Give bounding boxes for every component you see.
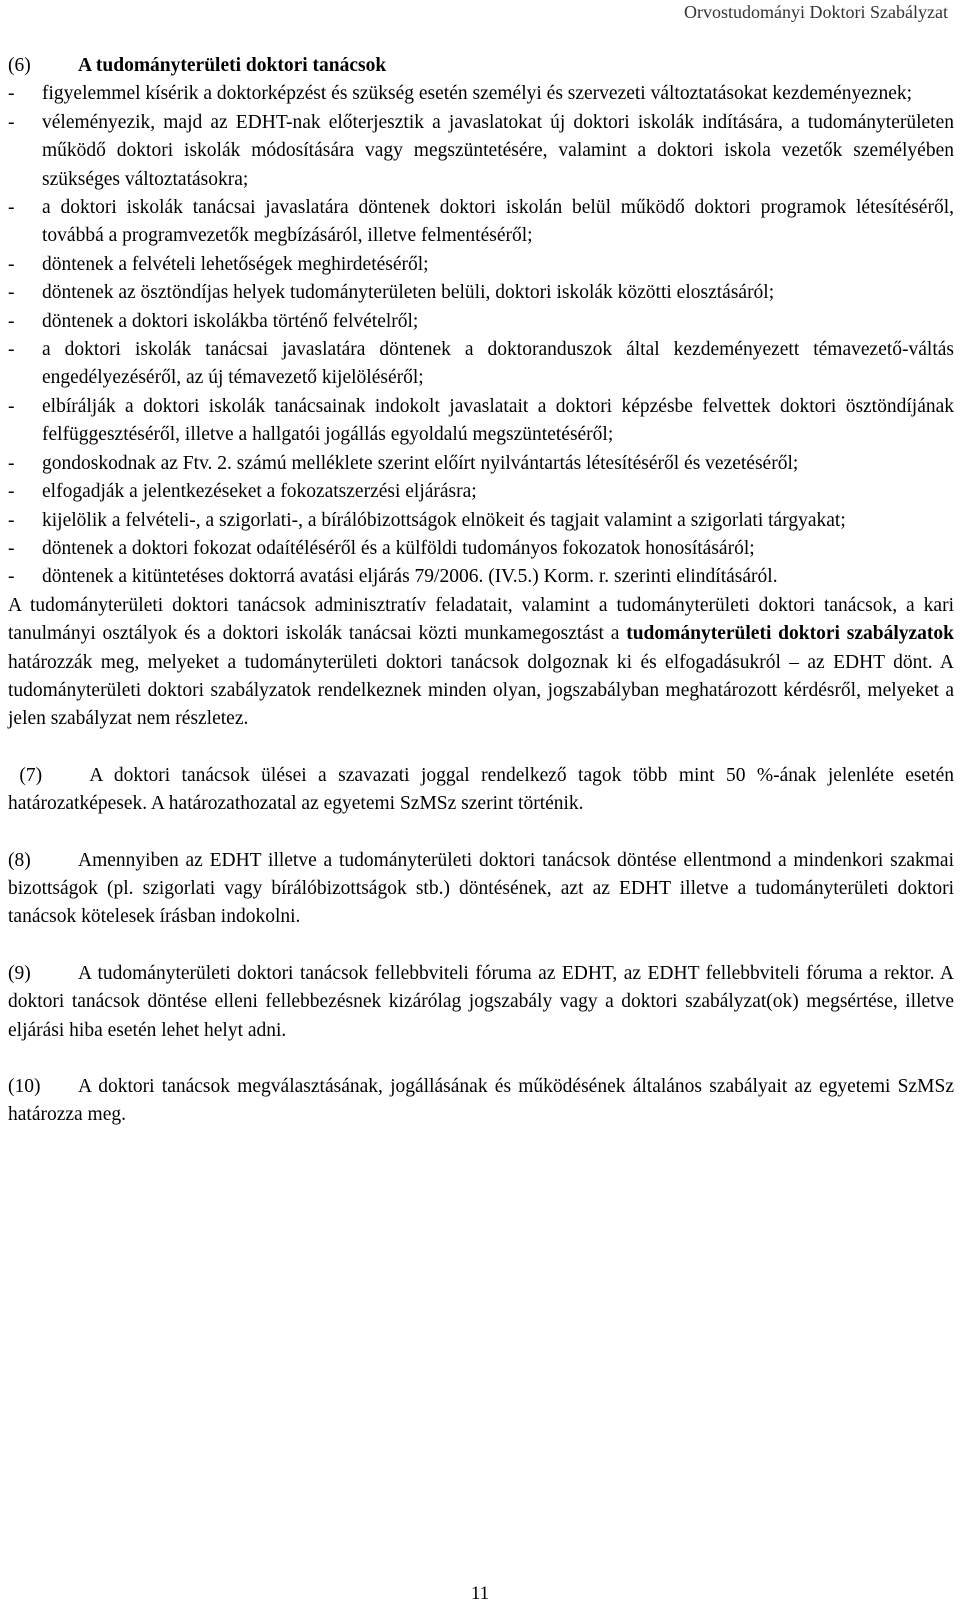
section-number: (10) <box>8 1076 41 1097</box>
dash-bullet: - <box>8 481 15 503</box>
dash-bullet: - <box>8 509 15 531</box>
closing-text-2: határozzák meg, melyeket a tudományterületi doktori tanácsok dolgoznak ki és elfogadásukról – az EDHT dönt. A tudományterületi doktori szabályzatok rendelkeznek minden olyan, jogszabályban meghatározott kérdésről, melyeket a jelen szabályzat nem részletez. <box>8 651 954 730</box>
duties-list <box>8 80 954 591</box>
dash-bullet: - <box>8 111 15 133</box>
dash-bullet: - <box>8 197 15 219</box>
section-6 <box>8 52 954 734</box>
list-item <box>8 336 954 393</box>
list-item-text: kijelölik a felvételi-, a szigorlati-, a bírálóbizottságok elnökeit és tagjait valamint a szigorlati tárgyakat; <box>42 509 846 531</box>
closing-text-1: A tudományterületi doktori tanácsok adminisztratív feladatait, valamint a tudományterületi doktori tanácsok, a kari tanulmányi osztályok és a doktori iskolák tanácsai közti munkamegosztást a <box>8 594 954 645</box>
dash-bullet: - <box>8 566 15 588</box>
list-item <box>8 535 954 563</box>
section-6-heading <box>8 52 954 80</box>
list-item-text: döntenek a doktori iskolákba történő felvételről; <box>42 310 419 332</box>
list-item-text: döntenek az ösztöndíjas helyek tudományterületen belüli, doktori iskolák közötti elosztásáról; <box>42 282 775 304</box>
section-text: A doktori tanácsok megválasztásának, jogállásának és működésének általános szabályait az egyetemi SzMSz határozza meg. <box>8 1076 954 1126</box>
list-item-text: elfogadják a jelentkezéseket a fokozatszerzési eljárásra; <box>42 481 477 503</box>
page-number: 11 <box>470 1583 490 1604</box>
closing-text-bold: tudományterületi doktori szabályzatok <box>626 623 954 645</box>
section-number: (6) <box>8 55 31 76</box>
section-text: Amennyiben az EDHT illetve a tudományterületi doktori tanácsok döntése ellentmond a mindenkori szakmai bizottságok (pl. szigorlati vagy bírálóbizottságok stb.) döntésének, azt az EDHT illetve a tudományterületi doktori tanácsok kötelesek írásban indokolni. <box>8 849 954 928</box>
section-number: (7) <box>19 764 43 786</box>
dash-bullet: - <box>8 310 15 332</box>
list-item-text: a doktori iskolák tanácsai javaslatára döntenek doktori iskolán belül működő doktori programok létesítéséről, továbbá a programvezetők megbízásáról, illetve felmentéséről; <box>42 197 954 247</box>
section-8 <box>8 847 954 932</box>
dash-bullet: - <box>8 452 15 474</box>
list-item <box>8 279 954 307</box>
list-item <box>8 450 954 478</box>
running-header: Orvostudományi Doktori Szabályzat <box>684 2 948 22</box>
list-item <box>8 308 954 336</box>
list-item-text: döntenek a felvételi lehetőségek meghirdetéséről; <box>42 253 429 275</box>
section-6-closing-paragraph <box>8 592 954 734</box>
list-item-text: döntenek a kitüntetéses doktorrá avatási eljárás 79/2006. (IV.5.) Korm. r. szerinti elindításáról. <box>42 566 778 588</box>
dash-bullet: - <box>8 83 15 105</box>
section-title: A tudományterületi doktori tanácsok <box>78 55 387 76</box>
dash-bullet: - <box>8 537 15 559</box>
list-item-text: véleményezik, majd az EDHT-nak előterjesztik a javaslatokat új doktori iskolák indítására, a tudományterületen működő doktori iskolák módosítására vagy megszüntetésére, valamint a doktori iskola vezetők személyében szükséges változtatásokra; <box>42 111 954 190</box>
section-9 <box>8 960 954 1045</box>
dash-bullet: - <box>8 339 15 361</box>
list-item-text: döntenek a doktori fokozat odaítéléséről és a külföldi tudományos fokozatok honosításáról; <box>42 537 755 559</box>
dash-bullet: - <box>8 253 15 275</box>
list-item <box>8 393 954 450</box>
dash-bullet: - <box>8 395 15 417</box>
section-number: (9) <box>8 962 31 984</box>
list-item <box>8 251 954 279</box>
list-item <box>8 478 954 506</box>
list-item-text: gondoskodnak az Ftv. 2. számú melléklete szerint előírt nyilvántartás létesítéséről és vezetéséről; <box>42 452 799 474</box>
list-item <box>8 563 954 591</box>
list-item <box>8 109 954 194</box>
section-7 <box>8 762 954 819</box>
section-text: A tudományterületi doktori tanácsok fellebbviteli fóruma az EDHT, az EDHT fellebbviteli fóruma a rektor. A doktori tanácsok döntése elleni fellebbezésnek kizárólag jogszabály vagy a doktori szabályzat(ok) megsértése, illetve eljárási hiba esetén lehet helyt adni. <box>8 962 954 1041</box>
list-item-text: a doktori iskolák tanácsai javaslatára döntenek a doktoranduszok által kezdeményezett témavezető-váltás engedélyezéséről, az új témavezető kijelöléséről; <box>42 339 954 389</box>
dash-bullet: - <box>8 282 15 304</box>
list-item <box>8 507 954 535</box>
section-10 <box>8 1073 954 1130</box>
list-item <box>8 194 954 251</box>
list-item-text: figyelemmel kísérik a doktorképzést és szükség esetén személyi és szervezeti változtatásokat kezdeményeznek; <box>42 83 913 105</box>
list-item-text: elbírálják a doktori iskolák tanácsainak indokolt javaslatait a doktori képzésbe felvettek doktori ösztöndíjának felfüggesztéséről, illetve a hallgatói jogállás egyoldalú megszüntetéséről; <box>42 395 954 446</box>
section-text: A doktori tanácsok ülései a szavazati joggal rendelkező tagok több mint 50 %-ának jelenléte esetén határozatképesek. A határozathozatal az egyetemi SzMSz szerint történik. <box>8 764 954 815</box>
document-body <box>8 52 954 1130</box>
list-item <box>8 80 954 108</box>
section-number: (8) <box>8 849 31 871</box>
